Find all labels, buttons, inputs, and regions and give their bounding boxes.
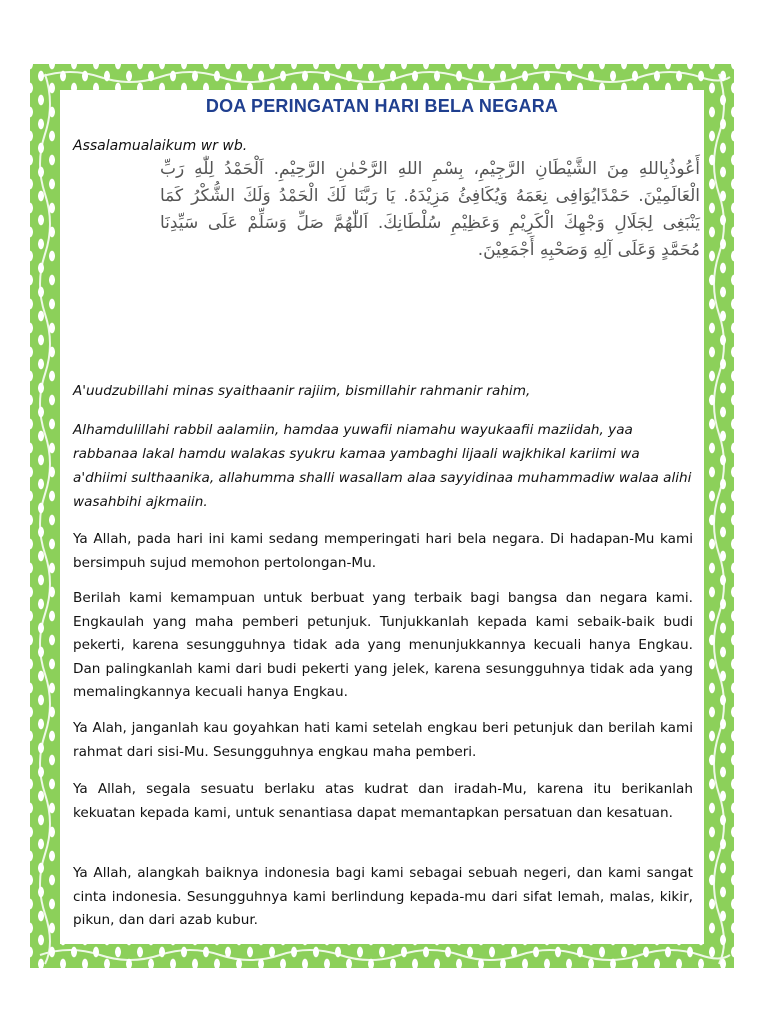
transliteration-line-1: A'uudzubillahi minas syaithaanir rajiim, bismillahir rahmanir rahim, bbox=[73, 383, 531, 399]
prayer-paragraph-2: Berilah kami kemampuan untuk berbuat yang terbaik bagi bangsa dan negara kami. Engkaulah yang maha pemberi petunjuk. Tunjukkanlah kepada kami sebaik-baik budi pekerti, karena sesungguhnya tidak ada yang menunjukkannya kecuali hanya Engkau. Dan palingkanlah kami dari budi pekerti yang jelek, karena sesungguhnya tidak ada yang memalingkannya kecuali hanya Engkau. bbox=[73, 590, 693, 700]
document-title: DOA PERINGATAN HARI BELA NEGARA bbox=[205, 96, 559, 116]
prayer-paragraph-5: Ya Allah, alangkah baiknya indonesia bagi kami sebagai sebuah negeri, dan kami sangat cinta indonesia. Sesungguhnya kami berlindung kepada-mu dari sifat lemah, malas, kikir, pikun, dan dari azab kubur. bbox=[73, 865, 693, 928]
transliteration-paragraph: Alhamdulillahi rabbil aalamiin, hamdaa yuwafii niamahu wayukaafii maziidah, yaa rabbanaa lakal hamdu walakas syukru kamaa yambaghi lijaali wajkhikal kariimi wa a'dhiimi sulthaanika, allahumma shalli wasallam alaa sayyidinaa muhammadiw walaa alihi wasahbihi ajkmaiin. bbox=[73, 422, 692, 510]
prayer-paragraph-1: Ya Allah, pada hari ini kami sedang memperingati hari bela negara. Di hadapan-Mu kami bersimpuh sujud memohon pertolongan-Mu. bbox=[73, 531, 693, 571]
prayer-paragraph-4: Ya Allah, segala sesuatu berlaku atas kudrat dan iradah-Mu, karena itu berikanlah kekuatan kepada kami, untuk senantiasa dapat memantapkan persatuan dan kesatuan. bbox=[73, 781, 693, 821]
arabic-prayer-text: أَعُوذُبِاللهِ مِنَ الشَّيْطَانِ الرَّجِيْمِ، بِسْمِ اللهِ الرَّحْمٰنِ الرَّحِيْمِ. اَلْحَمْدُ لِلّٰهِ رَبِّ الْعَالَمِيْنَ. حَمْدًايُوَافِى نِعَمَهُ وَيُكَافِئُ مَزِيْدَهُ. يَا رَبَّنَا لَكَ الْحَمْدُ وَلَكَ الشُّكْرُ كَمَا يَنْبَغِى لِجَلَالِ وَجْهِكَ الْكَرِيْمِ وَعَظِيْمِ سُلْطَانِكَ. اَللّٰهُمَّ صَلِّ وَسَلِّمْ عَلَى سَيِّدِنَا مُحَمَّدٍ وَعَلَى آلِهِ وَصَحْبِهِ أَجْمَعِيْنَ. bbox=[160, 159, 700, 260]
greeting-text: Assalamualaikum wr wb. bbox=[73, 138, 248, 154]
prayer-paragraph-3: Ya Alah, janganlah kau goyahkan hati kami setelah engkau beri petunjuk dan berilah kami rahmat dari sisi-Mu. Sesungguhnya engkau maha pemberi. bbox=[73, 720, 693, 760]
